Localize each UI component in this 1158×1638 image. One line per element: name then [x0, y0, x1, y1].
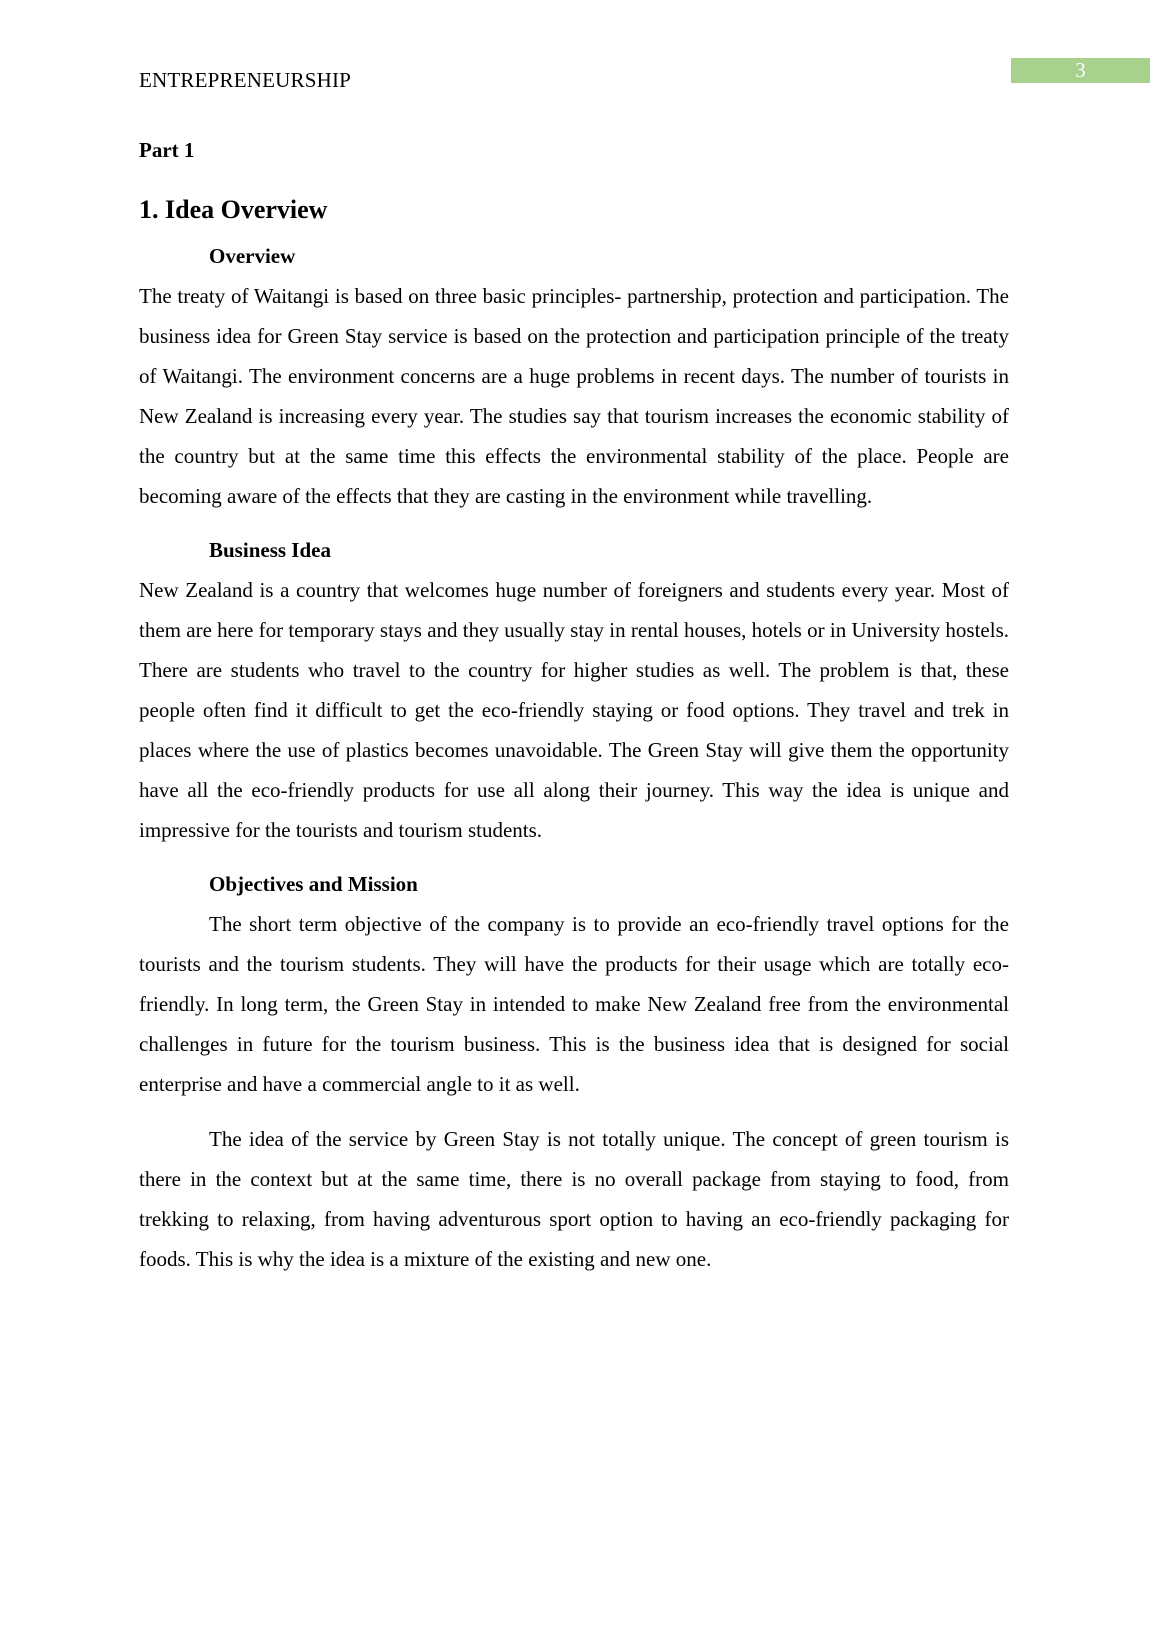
page-number: 3 [1011, 58, 1150, 83]
section-heading: 1. Idea Overview [139, 195, 328, 224]
objectives-heading: Objectives and Mission [209, 872, 418, 896]
business-idea-heading: Business Idea [209, 538, 331, 562]
objectives-paragraph-1: The short term objective of the company is to provide an eco-friendly travel options for the tourists and the tourism students. They will have the products for their usage which are totally eco-friendly. In long term, the Green Stay in intended to make New Zealand free from the environmental challenges in future for the tourism business. This is the business idea that is designed for social enterprise and have a commercial angle to it as well. [139, 912, 1009, 1096]
business-idea-paragraph: New Zealand is a country that welcomes huge number of foreigners and students every year. Most of them are here for temporary stays and they usually stay in rental houses, hotels or in University hostels. There are students who travel to the country for higher studies as well. The problem is that, these people often find it difficult to get the eco-friendly staying or food options. They travel and trek in places where the use of plastics becomes unavoidable. The Green Stay will give them the opportunity have all the eco-friendly products for use all along their journey. This way the idea is unique and impressive for the tourists and tourism students. [139, 578, 1009, 842]
overview-heading: Overview [209, 244, 296, 268]
document-body [139, 136, 1009, 1279]
part-title: Part 1 [139, 138, 195, 162]
overview-paragraph: The treaty of Waitangi is based on three basic principles- partnership, protection and participation. The business idea for Green Stay service is based on the protection and participation principle of the treaty of Waitangi. The environment concerns are a huge problems in recent days. The number of tourists in New Zealand is increasing every year. The studies say that tourism increases the economic stability of the country but at the same time this effects the environmental stability of the place. People are becoming aware of the effects that they are casting in the environment while travelling. [139, 284, 1009, 508]
objectives-paragraph-2: The idea of the service by Green Stay is not totally unique. The concept of green tourism is there in the context but at the same time, there is no overall package from staying to food, from trekking to relaxing, from having adventurous sport option to having an eco-friendly packaging for foods. This is why the idea is a mixture of the existing and new one. [139, 1127, 1009, 1271]
running-head: ENTREPRENEURSHIP [139, 68, 352, 92]
